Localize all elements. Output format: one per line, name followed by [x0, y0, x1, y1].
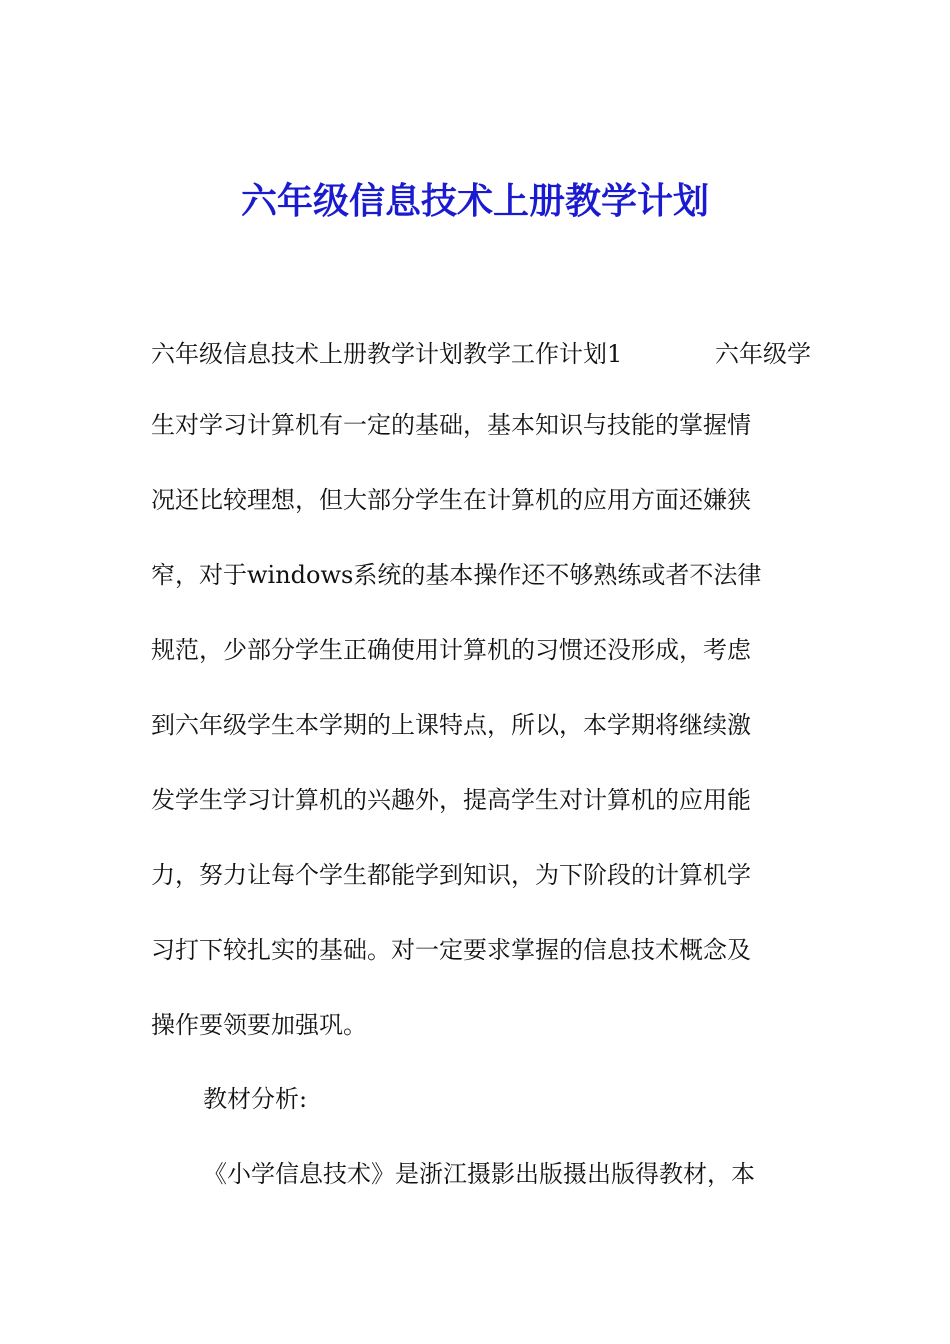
- paragraph-line: 窄，对于windows系统的基本操作还不够熟练或者不法律: [151, 561, 762, 589]
- paragraph-line: 操作要领要加强巩。: [151, 1011, 367, 1039]
- paragraph-line: 发学生学习计算机的兴趣外，提高学生对计算机的应用能: [151, 786, 751, 814]
- paragraph-first-line: [151, 337, 811, 371]
- section-first-line: 《小学信息技术》是浙江摄影出版摄出版得教材，本: [203, 1160, 755, 1188]
- paragraph-line: 生对学习计算机有一定的基础，基本知识与技能的掌握情: [151, 411, 751, 439]
- paragraph-first-line-left: 六年级信息技术上册教学计划教学工作计划1: [151, 340, 623, 368]
- paragraph-line: 习打下较扎实的基础。对一定要求掌握的信息技术概念及: [151, 936, 751, 964]
- paragraph-line: 到六年级学生本学期的上课特点，所以，本学期将继续激: [151, 711, 751, 739]
- paragraph-first-line-right: 六年级学: [715, 340, 811, 368]
- paragraph-line: 规范，少部分学生正确使用计算机的习惯还没形成，考虑: [151, 636, 751, 664]
- section-heading: 教材分析:: [203, 1085, 308, 1113]
- paragraph-line: 况还比较理想，但大部分学生在计算机的应用方面还嫌狭: [151, 486, 751, 514]
- document-title: 六年级信息技术上册教学计划: [240, 180, 709, 222]
- paragraph-line: 力，努力让每个学生都能学到知识，为下阶段的计算机学: [151, 861, 751, 889]
